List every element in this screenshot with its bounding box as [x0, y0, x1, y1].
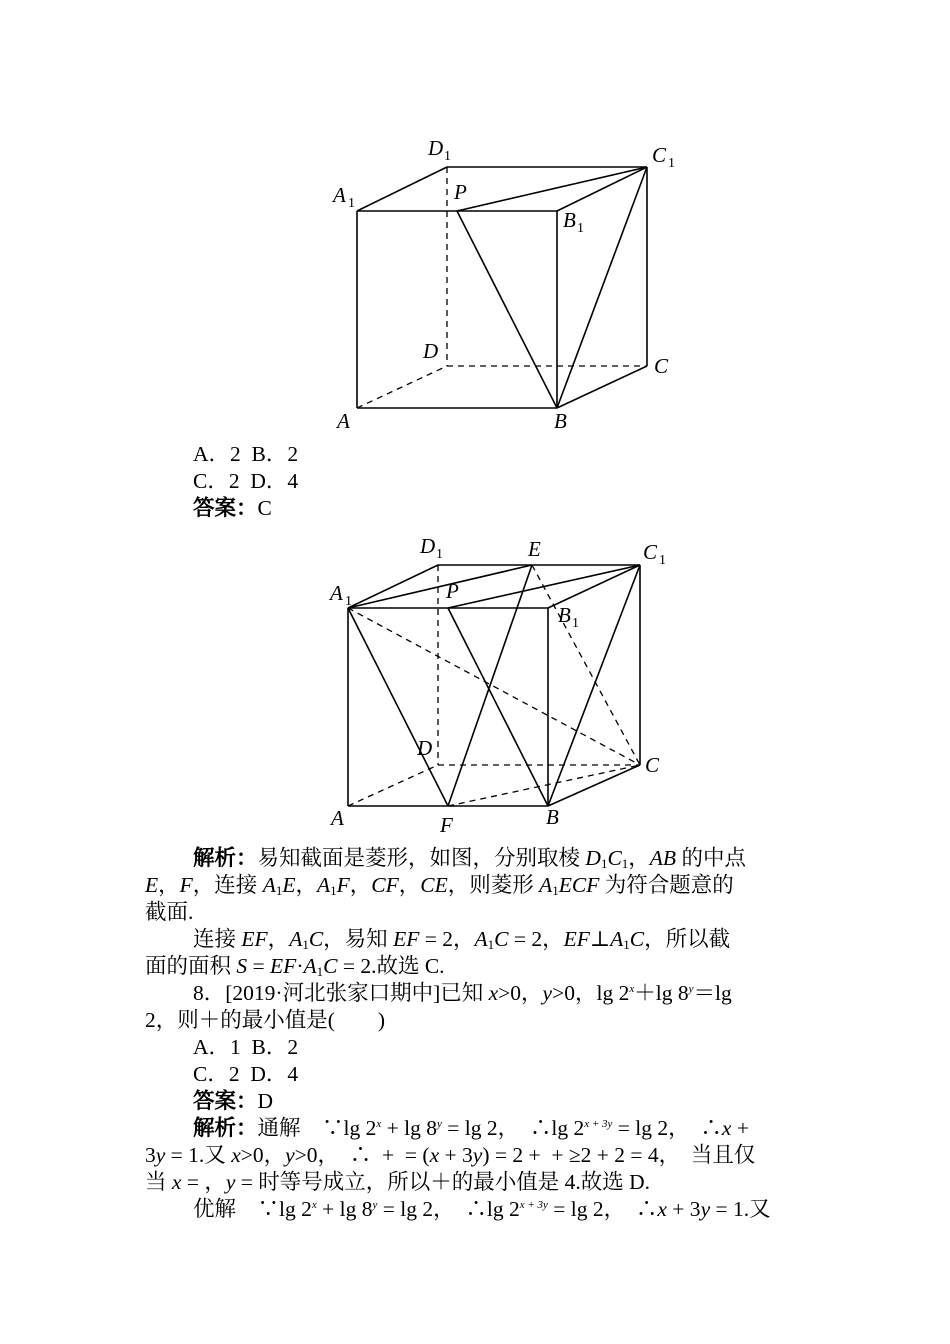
q7-analysis-line-1: 解析：易知截面是菱形，如图，分别取棱 $D_1C_1$，AB 的中点 — [193, 846, 746, 871]
segment-E-F — [448, 565, 532, 806]
q8-answer: 答案：D — [193, 1089, 274, 1113]
label-C: C — [654, 354, 669, 378]
svg-text:C: C — [643, 540, 658, 564]
hidden-edge-A-D — [357, 366, 447, 408]
q7-analysis-line-2: E，F，连接 $A_1E$，$A_1F$，CF，CE，则菱形 $A_1ECF$ 为符合题意的 — [145, 873, 734, 898]
label-A1: A — [333, 183, 346, 207]
label-P: P — [454, 180, 467, 204]
svg-text:B: B — [558, 603, 571, 627]
svg-text:1: 1 — [572, 616, 579, 631]
svg-text:1: 1 — [345, 594, 352, 609]
q7-options-cd: C．2 D．4 — [193, 469, 299, 493]
q7-answer: 答案：C — [193, 496, 272, 520]
q8-stem-line-2: 2，则＋的最小值是( ) — [145, 1008, 386, 1032]
svg-text:1: 1 — [668, 156, 675, 171]
label-D1: D — [428, 136, 444, 160]
svg-text:D: D — [417, 736, 433, 760]
segment-A1-E — [348, 565, 532, 608]
q8-analysis-line-4: 优解 ∵lg $2^x + \lg 8^y = \lg 2$， ∴lg $2^{x + 3y} = \lg 2$， ∴x + 3y = 1.又 — [193, 1197, 771, 1221]
svg-text:1: 1 — [348, 196, 355, 211]
svg-text:B: B — [546, 805, 559, 829]
svg-text:1: 1 — [444, 149, 451, 164]
segment-P-C1 — [457, 167, 647, 211]
q7-analysis-line-3: 截面. — [145, 900, 194, 924]
svg-text:1: 1 — [659, 553, 666, 568]
q7-analysis-line-5: 面的面积 $S = EF\cdot A_1C = 2$.故选 C. — [145, 954, 445, 979]
svg-text:P: P — [446, 579, 459, 603]
svg-text:1: 1 — [577, 221, 584, 236]
label-B: B — [554, 409, 567, 433]
q8-analysis-line-2: 3y = 1.又 x>0，y>0， ∴ + = (x + 3y) = 2 + + ≥2 + 2 = 4， 当且仅 — [145, 1143, 756, 1167]
label-C1: C — [652, 143, 667, 167]
edge-A1-D1 — [357, 167, 447, 211]
cube-figure-2 — [320, 532, 700, 842]
q7-analysis-line-4: 连接 EF，$A_1C$，易知 EF = 2，$A_1C = 2$，$EF\perp A_1C$，所以截 — [193, 927, 731, 952]
svg-text:E: E — [528, 537, 541, 561]
label-D: D — [423, 339, 439, 363]
q8-analysis-line-1: 解析：通解 ∵lg $2^x + \lg 8^y = \lg 2$， ∴lg $2^{x + 3y} = \lg 2$， ∴x + — [193, 1116, 749, 1140]
hidden-A1-C — [348, 608, 640, 765]
cube-figure-1 — [320, 130, 700, 435]
label-B1: B — [563, 208, 576, 232]
svg-text:A: A — [330, 581, 343, 605]
label-A: A — [337, 409, 350, 433]
segment-A1-F — [348, 608, 448, 806]
svg-text:1: 1 — [436, 547, 443, 562]
q8-analysis-line-3: 当 x = ，y = 时等号成立，所以＋的最小值是 4.故选 D. — [145, 1170, 651, 1194]
svg-text:D: D — [420, 534, 436, 558]
segment-P-B — [457, 211, 557, 408]
svg-text:F: F — [440, 813, 453, 837]
q8-stem-line-1: 8．[2019·河北张家口期中]已知 x>0，y>0，$\lg 2^x+\lg$ $8^y=\lg$ — [193, 981, 732, 1005]
q8-options-ab: A．1 B．2 — [193, 1035, 299, 1059]
q8-options-cd: C．2 D．4 — [193, 1062, 299, 1086]
svg-text:A: A — [331, 806, 344, 830]
svg-text:C: C — [645, 753, 660, 777]
q7-options-ab: A．2 B．2 — [193, 442, 299, 466]
